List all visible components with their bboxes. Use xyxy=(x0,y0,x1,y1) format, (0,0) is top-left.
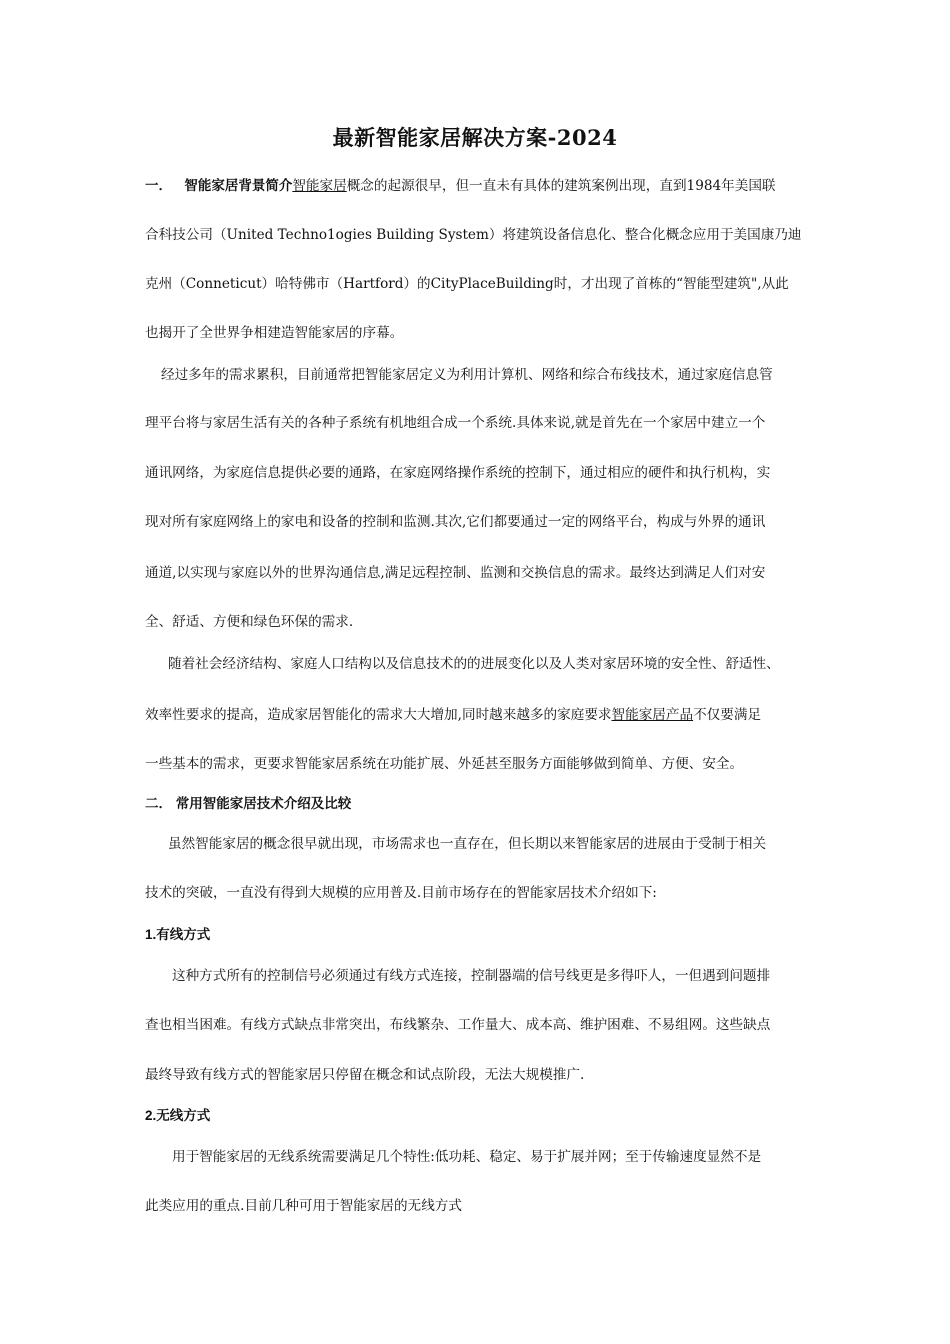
wired-line1: 这种方式所有的控制信号必须通过有线方式连接，控制器端的信号线更是多得吓人，一但遇到问题排 xyxy=(172,968,771,984)
wireless-heading: 2.无线方式 xyxy=(145,1108,211,1123)
section1-line1 xyxy=(145,176,810,196)
smart-home-link[interactable]: 智能家居 xyxy=(292,178,347,194)
p2-line5: 通道,以实现与家庭以外的世界沟通信息,满足远程控制、监测和交换信息的需求。最终达到满足人们对安 xyxy=(145,565,766,581)
section1-line3: 克州（Conneticut）哈特佛市（Hartford）的CityPlaceBuilding时，才出现了首栋的“智能型建筑",从此 xyxy=(145,276,789,292)
p3-line2-pre: 效率性要求的提高，造成家居智能化的需求大大增加,同时越来越多的家庭要求 xyxy=(145,707,612,723)
p2-line3: 通讯网络，为家庭信息提供必要的通路，在家庭网络操作系统的控制下，通过相应的硬件和执行机构，实 xyxy=(145,465,771,481)
wired-line2: 查也相当困难。有线方式缺点非常突出，布线繁杂、工作量大、成本高、维护困难、不易组网。这些缺点 xyxy=(145,1017,771,1033)
p3-line2 xyxy=(145,705,810,725)
section1-heading: 智能家居背景简介 xyxy=(184,178,293,193)
p2-line4: 现对所有家庭网络上的家电和设备的控制和监测.其次,它们都要通过一定的网络平台，构成与外界的通讯 xyxy=(145,514,766,530)
wired-heading: 1.有线方式 xyxy=(145,927,211,942)
section1-number: 一． xyxy=(145,178,172,193)
document-title: 最新智能家居解决方案-2024 xyxy=(332,125,618,150)
section1-line1-text: 概念的起源很早，但一直未有具体的建筑案例出现，直到1984年美国联 xyxy=(346,178,776,194)
s2-line2: 技术的突破，一直没有得到大规模的应用普及.目前市场存在的智能家居技术介绍如下: xyxy=(145,885,657,901)
smart-home-products-link[interactable]: 智能家居产品 xyxy=(611,707,694,723)
s2-line1: 虽然智能家居的概念很早就出现，市场需求也一直存在，但长期以来智能家居的进展由于受制于相关 xyxy=(168,836,767,852)
p2-line6: 全、舒适、方便和绿色环保的需求. xyxy=(145,614,354,630)
section1-line2: 合科技公司（United Techno1ogies Building System）将建筑设备信息化、整合化概念应用于美国康乃迪 xyxy=(145,227,802,243)
wireless-line2: 此类应用的重点.目前几种可用于智能家居的无线方式 xyxy=(145,1198,462,1214)
p3-line3: 一些基本的需求，更要求智能家居系统在功能扩展、外延甚至服务方面能够做到简单、方便、安全。 xyxy=(145,756,744,772)
p3-line2-post: 不仅要满足 xyxy=(693,707,762,723)
p2-line2: 理平台将与家居生活有关的各种子系统有机地组合成一个系统.具体来说,就是首先在一个家居中建立一个 xyxy=(145,415,766,431)
wireless-line1: 用于智能家居的无线系统需要满足几个特性:低功耗、稳定、易于扩展并网；至于传输速度显然不是 xyxy=(172,1149,762,1165)
wired-line3: 最终导致有线方式的智能家居只停留在概念和试点阶段，无法大规模推广. xyxy=(145,1067,585,1083)
section2-heading: 二． 常用智能家居技术介绍及比较 xyxy=(145,796,352,811)
p3-line1: 随着社会经济结构、家庭人口结构以及信息技术的的进展变化以及人类对家居环境的安全性、舒适性、 xyxy=(168,656,780,672)
section1-line4: 也揭开了全世界争相建造智能家居的序幕。 xyxy=(145,325,404,341)
p2-line1: 经过多年的需求累积，目前通常把智能家居定义为利用计算机、网络和综合布线技术，通过家庭信息管 xyxy=(161,367,773,383)
